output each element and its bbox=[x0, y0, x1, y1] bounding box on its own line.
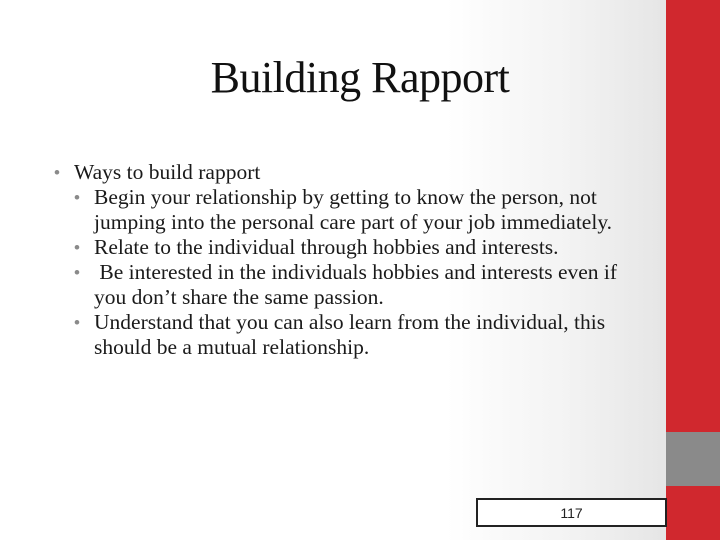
bullet-text: Understand that you can also learn from the individual, this should be a mutual relationship. bbox=[94, 310, 606, 359]
slide-body bbox=[54, 160, 654, 360]
bullet-text: Begin your relationship by getting to know the person, not jumping into the personal care part of your job immediately. bbox=[94, 185, 613, 234]
bullet-level1 bbox=[54, 160, 654, 185]
page-number-box bbox=[476, 498, 667, 527]
bullet-dot-icon: • bbox=[74, 263, 80, 282]
bullet-dot-icon: • bbox=[74, 188, 80, 207]
bullet-level2 bbox=[54, 185, 654, 235]
page-number: 117 bbox=[560, 505, 583, 521]
slide-title: Building Rapport bbox=[210, 53, 510, 102]
bullet-text: Be interested in the individuals hobbies and interests even if you don’t share the same passion. bbox=[94, 260, 623, 309]
bullet-dot-icon: • bbox=[74, 313, 80, 332]
bullet-level2 bbox=[54, 310, 654, 360]
bullet-dot-icon: • bbox=[54, 163, 60, 182]
side-band-red-bottom bbox=[666, 486, 720, 540]
bullet-level2 bbox=[54, 235, 654, 260]
bullet-text: Relate to the individual through hobbies and interests. bbox=[94, 235, 559, 259]
side-band-gray bbox=[666, 432, 720, 486]
bullet-level2 bbox=[54, 260, 654, 310]
bullet-dot-icon: • bbox=[74, 238, 80, 257]
bullet-text: Ways to build rapport bbox=[74, 160, 261, 184]
